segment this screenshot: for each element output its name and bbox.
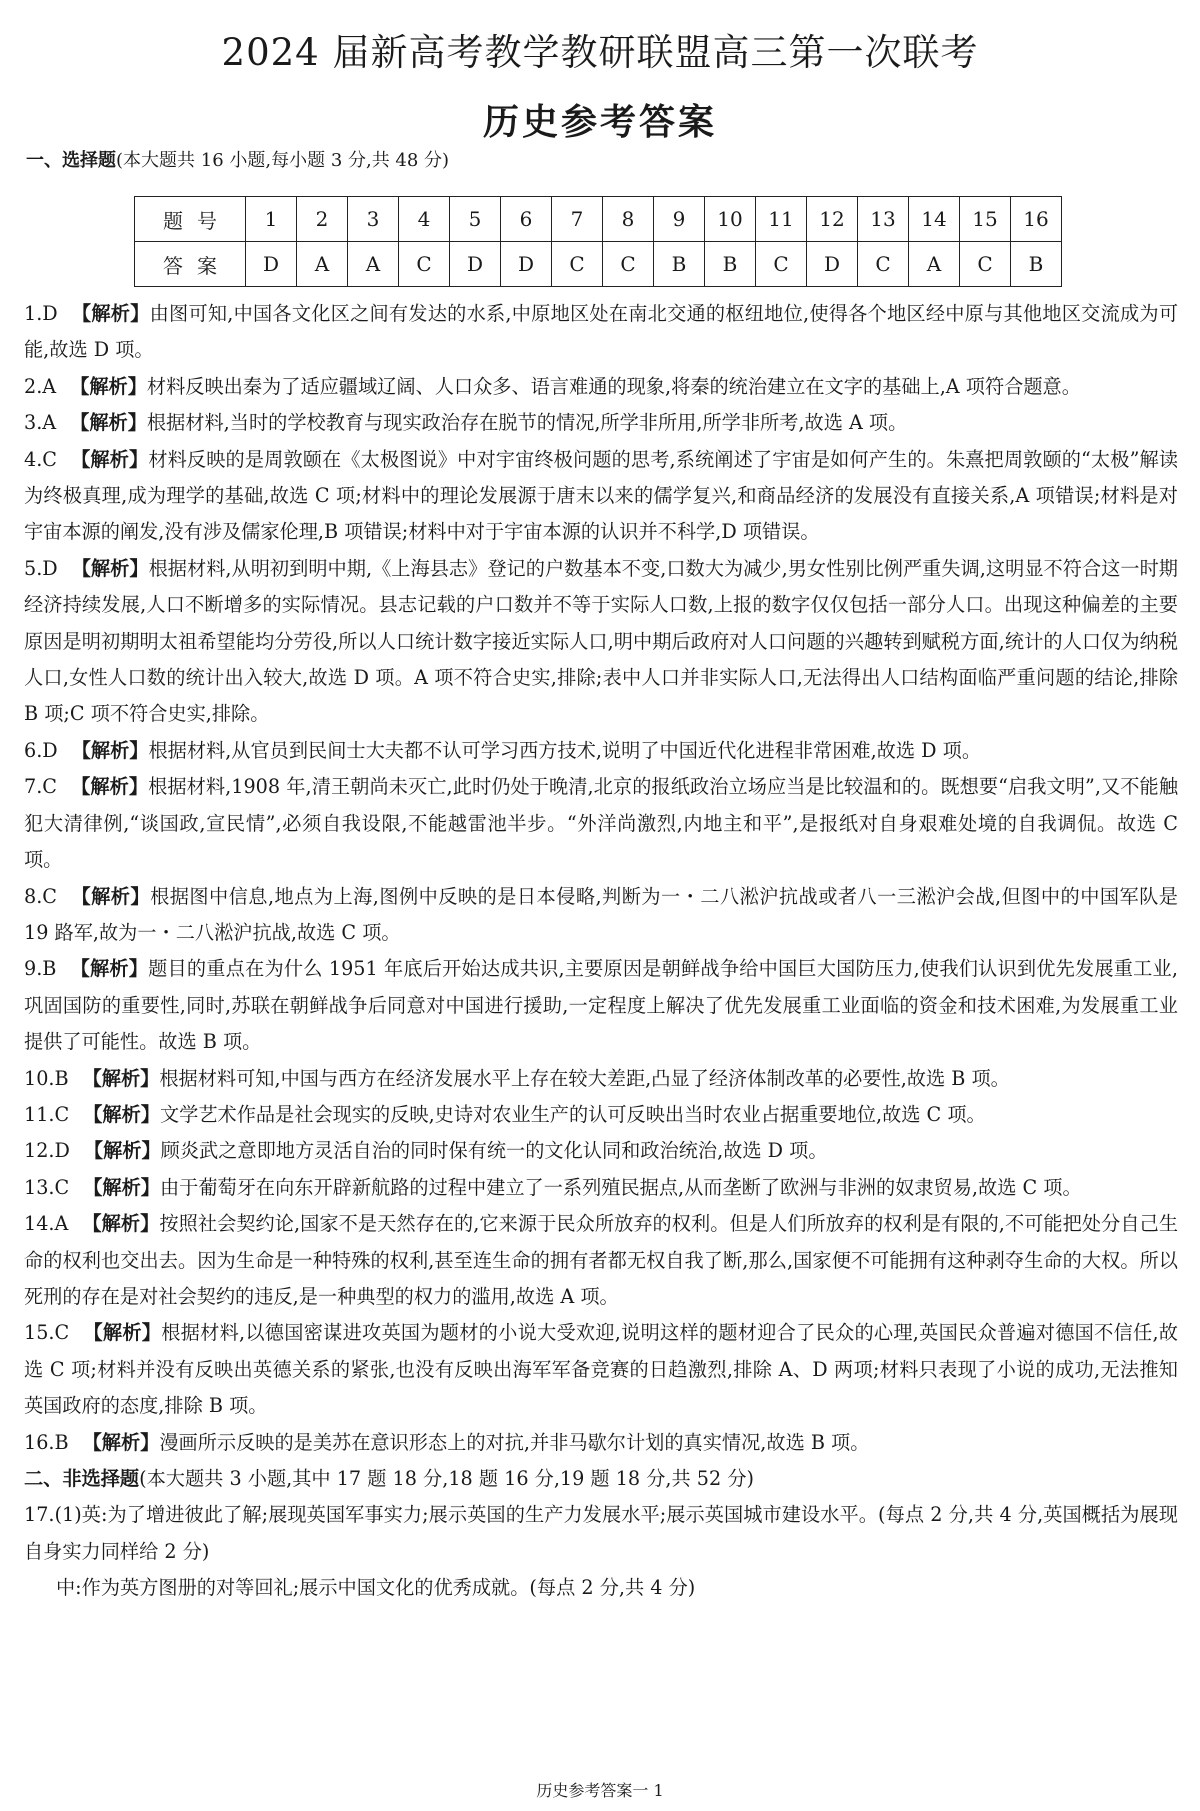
item-text: 题目的重点在为什么 1951 年底后开始达成共识,主要原因是朝鲜战争给中国巨大国防压力,使我们认识到优先发展重工业,巩固国防的重要性,同时,苏联在朝鲜战争后同意对中国进行援助,一定程度上解决了优先发展重工业面临的资金和技术困难,为发展重工业提供了可能性。故选 B 项。 — [24, 957, 1179, 1054]
section-1-title: 一、选择题 — [26, 150, 116, 171]
item-text: 顾炎武之意即地方灵活自治的同时保有统一的文化认同和政治统治,故选 D 项。 — [160, 1139, 828, 1163]
item-text: 根据图中信息,地点为上海,图例中反映的是日本侵略,判断为一・二八淞沪抗战或者八一三淞沪会战,但图中的中国军队是 19 路军,故为一・二八淞沪抗战,故选 C 项。 — [24, 884, 1178, 944]
item-number: 7.C — [24, 775, 57, 799]
page-footer: 历史参考答案一 1 — [536, 1781, 664, 1800]
explanation-item — [24, 1425, 1178, 1461]
explanation-item — [24, 405, 1178, 441]
item-text: 由于葡萄牙在向东开辟新航路的过程中建立了一系列殖民据点,从而垄断了欧洲与非洲的奴隶贸易,故选 C 项。 — [159, 1175, 1082, 1199]
item-text: 漫画所示反映的是美苏在意识形态上的对抗,并非马歇尔计划的真实情况,故选 B 项。 — [159, 1430, 870, 1454]
explanation-item — [24, 733, 1178, 769]
question-number-cell: 9 — [654, 197, 705, 242]
answer-cell: A — [909, 242, 960, 287]
explanation-item — [24, 1097, 1178, 1133]
item-text: 根据材料,当时的学校教育与现实政治存在脱节的情况,所学非所用,所学非所考,故选 A 项。 — [146, 411, 908, 435]
question-number-cell: 8 — [603, 197, 654, 242]
item-tag: 【解析】 — [82, 1066, 160, 1090]
item-number: 11.C — [24, 1102, 70, 1126]
item-text: 根据材料可知,中国与西方在经济发展水平上存在较大差距,凸显了经济体制改革的必要性,故选 B 项。 — [159, 1066, 1010, 1090]
q17-answer-line-2: 中:作为英方图册的对等回礼;展示中国文化的优秀成就。(每点 2 分,共 4 分) — [56, 1576, 696, 1600]
question-number-cell: 7 — [552, 197, 603, 242]
answer-cell: C — [603, 242, 654, 287]
question-number-cell: 13 — [858, 197, 909, 242]
explanation-item — [24, 1315, 1178, 1424]
section-2-heading — [24, 1461, 1178, 1497]
answer-table — [134, 196, 1062, 287]
question-number-cell: 2 — [297, 197, 348, 242]
item-tag: 【解析】 — [71, 556, 149, 580]
item-tag: 【解析】 — [82, 1430, 160, 1454]
explanation-item — [24, 1133, 1178, 1169]
item-tag: 【解析】 — [71, 447, 149, 471]
item-number: 3.A — [24, 411, 57, 435]
explanation-item — [24, 879, 1178, 952]
answer-cell: D — [246, 242, 297, 287]
item-number: 5.D — [24, 556, 58, 580]
explanation-item — [24, 296, 1178, 369]
question-number-cell: 5 — [450, 197, 501, 242]
explanation-item — [24, 769, 1178, 878]
item-number: 4.C — [24, 447, 57, 471]
item-tag: 【解析】 — [83, 1321, 162, 1345]
item-tag: 【解析】 — [82, 1212, 160, 1236]
item-number: 16.B — [24, 1430, 69, 1454]
item-text: 材料反映的是周敦颐在《太极图说》中对宇宙终极问题的思考,系统阐述了宇宙是如何产生的。朱熹把周敦颐的“太极”解读为终极真理,成为理学的基础,故选 C 项;材料中的理论发展源于唐末以来的儒学复兴,和商品经济的发展没有直接关系,A 项错误;材料是对宇宙本源的阐发,没有涉及儒家伦理,B 项错误;材料中对于宇宙本源的认识并不科学,D 项错误。 — [24, 447, 1178, 544]
document-subtitle: 历史参考答案 — [482, 101, 717, 143]
answer-cell: D — [501, 242, 552, 287]
answer-table-row-answers — [135, 242, 1062, 287]
section-2-title: 二、非选择题 — [24, 1467, 140, 1490]
item-number: 1.D — [24, 302, 58, 325]
item-text: 根据材料,以德国密谋进攻英国为题材的小说大受欢迎,说明这样的题材迎合了民众的心理,英国民众普遍对德国不信任,故选 C 项;材料并没有反映出英德关系的紧张,也没有反映出海军军备竞赛的日趋激烈,排除 A、D 两项;材料只表现了小说的成功,无法推知英国政府的态度,排除 B 项。 — [24, 1321, 1178, 1418]
item-tag: 【解析】 — [83, 1102, 160, 1126]
explanation-item — [24, 1206, 1178, 1315]
answer-cell: B — [705, 242, 756, 287]
item-tag: 【解析】 — [71, 738, 149, 762]
answer-cell: C — [960, 242, 1011, 287]
answer-cell: C — [756, 242, 807, 287]
explanation-item — [24, 1170, 1178, 1206]
answer-cell: D — [450, 242, 501, 287]
section-1-note: (本大题共 16 小题,每小题 3 分,共 48 分) — [116, 150, 450, 171]
item-text: 按照社会契约论,国家不是天然存在的,它来源于民众所放弃的权利。但是人们所放弃的权利是有限的,不可能把处分自己生命的权利也交出去。因为生命是一种特殊的权利,甚至连生命的拥有者都无权自我了断,那么,国家便不可能拥有这种剥夺生命的大权。所以死刑的存在是对社会契约的违反,是一种典型的权力的滥用,故选 A 项。 — [24, 1212, 1179, 1308]
item-text: 文学艺术作品是社会现实的反映,史诗对农业生产的认可反映出当时农业占据重要地位,故选 C 项。 — [159, 1102, 986, 1126]
item-tag: 【解析】 — [71, 302, 150, 325]
question-number-cell: 10 — [705, 197, 756, 242]
item-number: 14.A — [24, 1212, 69, 1236]
explanation-item — [24, 951, 1178, 1060]
item-tag: 【解析】 — [70, 957, 149, 981]
item-number: 12.D — [24, 1139, 70, 1163]
item-tag: 【解析】 — [71, 884, 151, 908]
explanation-item — [24, 369, 1178, 405]
answer-cell: A — [348, 242, 399, 287]
item-text: 根据材料,从官员到民间士大夫都不认可学习西方技术,说明了中国近代化进程非常困难,故选 D 项。 — [148, 738, 982, 762]
question-number-cell: 1 — [246, 197, 297, 242]
question-number-cell: 3 — [348, 197, 399, 242]
item-tag: 【解析】 — [83, 1139, 161, 1163]
explanation-item — [24, 1061, 1178, 1097]
item-text: 根据材料,从明初到明中期,《上海县志》登记的户数基本不变,口数大为减少,男女性别比例严重失调,这明显不符合这一时期经济持续发展,人口不断增多的实际情况。县志记载的户口数并不等于实际人口数,上报的数字仅仅包括一部分人口。出现这种偏差的主要原因是明初期明太祖希望能均分劳役,所以人口统计数字接近实际人口,明中期后政府对人口问题的兴趣转到赋税方面,统计的人口仅为纳税人口,女性人口数的统计出入较大,故选 D 项。A 项不符合史实,排除;表中人口并非实际人口,无法得出人口结构面临严重问题的结论,排除 B 项;C 项不符合史实,排除。 — [24, 556, 1178, 726]
explanation-list — [24, 296, 1178, 1607]
question-number-cell: 16 — [1011, 197, 1062, 242]
item-number: 15.C — [24, 1321, 70, 1345]
answer-cell: C — [399, 242, 450, 287]
item-number: 6.D — [24, 738, 58, 762]
item-text: 由图可知,中国各文化区之间有发达的水系,中原地区处在南北交通的枢纽地位,使得各个地区经中原与其他地区交流成为可能,故选 D 项。 — [24, 302, 1179, 362]
item-tag: 【解析】 — [70, 411, 147, 435]
item-tag: 【解析】 — [71, 775, 149, 799]
item-tag: 【解析】 — [70, 374, 147, 398]
question-number-cell: 4 — [399, 197, 450, 242]
explanation-item — [24, 442, 1178, 551]
question-number-cell: 15 — [960, 197, 1011, 242]
answer-table-row-label: 题号 — [135, 197, 246, 242]
item-number: 10.B — [24, 1066, 69, 1090]
item-number: 8.C — [24, 884, 57, 908]
question-number-cell: 11 — [756, 197, 807, 242]
item-text: 材料反映出秦为了适应疆域辽阔、人口众多、语言难通的现象,将秦的统治建立在文字的基础上,A 项符合题意。 — [146, 374, 1081, 398]
item-number: 2.A — [24, 374, 57, 398]
item-number: 13.C — [24, 1175, 70, 1199]
answer-cell: D — [807, 242, 858, 287]
explanation-item — [24, 551, 1178, 733]
document-title: 2024 届新高考教学教研联盟高三第一次联考 — [221, 31, 979, 74]
item-number: 9.B — [24, 957, 57, 981]
answer-cell: A — [297, 242, 348, 287]
item-tag: 【解析】 — [83, 1175, 160, 1199]
q17-answer-line-1: 17.(1)英:为了增进彼此了解;展现英国军事实力;展示英国的生产力发展水平;展示英国城市建设水平。(每点 2 分,共 4 分,英国概括为展现自身实力同样给 2 分) — [24, 1503, 1178, 1563]
answer-table-row-numbers — [135, 197, 1062, 242]
section-1-heading — [26, 146, 449, 172]
answer-table-row-label: 答案 — [135, 242, 246, 287]
answer-cell: B — [1011, 242, 1062, 287]
question-number-cell: 12 — [807, 197, 858, 242]
question-number-cell: 14 — [909, 197, 960, 242]
answer-cell: B — [654, 242, 705, 287]
section-2-note: (本大题共 3 小题,其中 17 题 18 分,18 题 16 分,19 题 18 分,共 52 分) — [139, 1467, 754, 1490]
question-number-cell: 6 — [501, 197, 552, 242]
item-text: 根据材料,1908 年,清王朝尚未灭亡,此时仍处于晚清,北京的报纸政治立场应当是比较温和的。既想要“启我文明”,又不能触犯大清律例,“谈国政,宣民情”,必须自我设限,不能越雷池半步。“外洋尚激烈,内地主和平”,是报纸对自身艰难处境的自我调侃。故选 C 项。 — [24, 775, 1179, 872]
answer-cell: C — [552, 242, 603, 287]
answer-cell: C — [858, 242, 909, 287]
